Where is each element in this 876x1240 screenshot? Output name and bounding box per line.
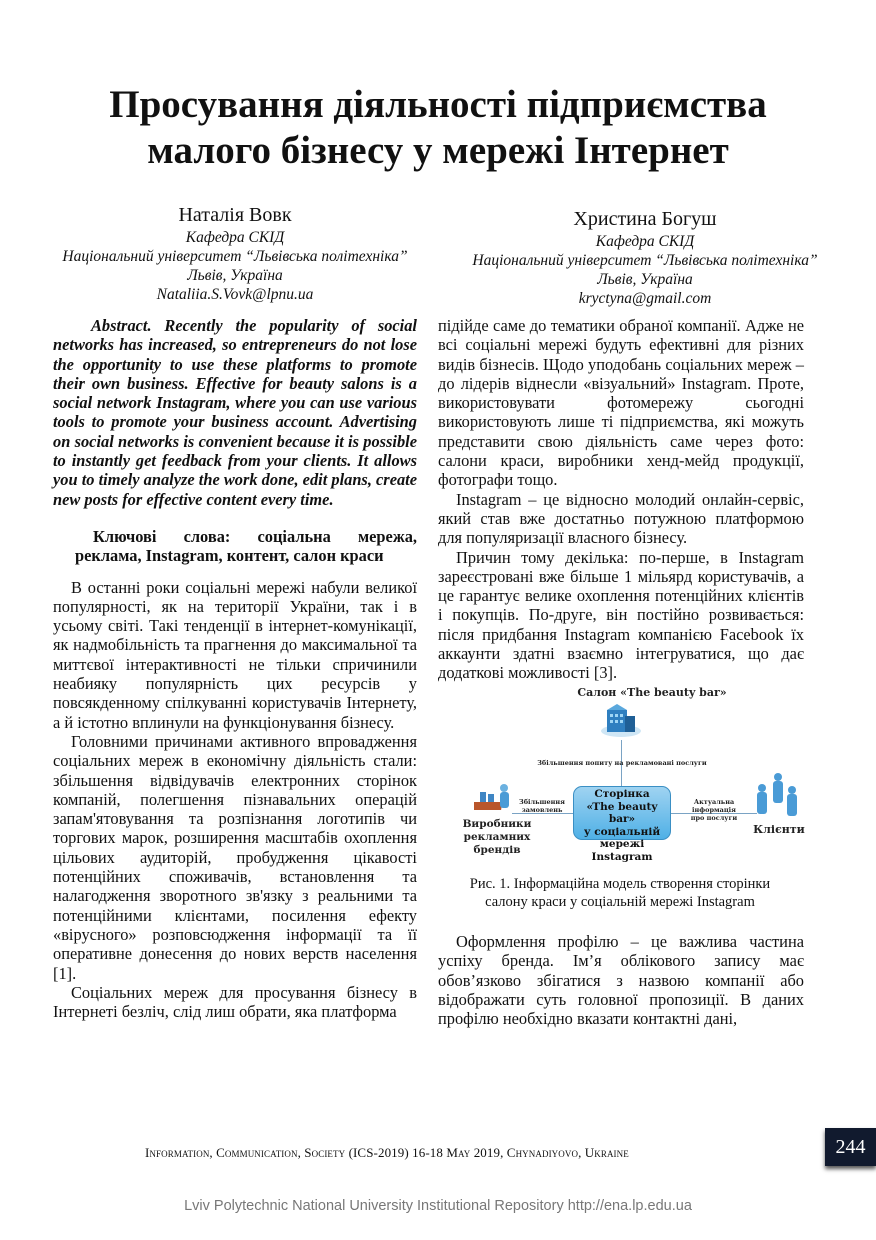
factory-worker-icon	[474, 782, 514, 818]
box-line: у соціальній	[583, 825, 661, 838]
abstract-text: Abstract. Recently the popularity of social networks has increased, so entrepreneurs do not lose the opportunity to use these platforms to promote their own business. Effective for beauty salons is a social network Instagram, where you can use various tools to promote your business account. Advertising on social networks is convenient because it is possible to instantly get feedback from your clients. It allows you to timely analyze the work done, edit plans, create new posts for effective content every time.	[53, 316, 417, 509]
paragraph: В останні роки соціальні мережі набули великої популярності, як на території України, так і в усьому світі. Такі тенденції в інтернет-комунікації, як надмобільність та прагнення до максимальної та миттєвої інтерактивності не тільки спричинили неабияку популярність цих ресурсів у повсякденному спілкуванні користувачів Інтернету, а й істотно вплинули на функціонування бізнесу.	[53, 577, 417, 732]
right-column	[438, 316, 804, 683]
author-city: Львів, Україна	[597, 271, 693, 288]
author-dept: Кафедра СКІД	[185, 229, 285, 246]
title-line-1: Просування діяльності підприємства	[109, 83, 767, 126]
author-university: Національний університет “Львівська політехніка”	[62, 248, 408, 265]
page-number: 244	[825, 1128, 876, 1166]
author-name: Христина Богуш	[573, 208, 717, 230]
author-city: Львів, Україна	[187, 267, 283, 284]
repository-watermark: Lviv Polytechnic National University Institutional Repository http://ena.lp.edu.ua	[184, 1198, 692, 1214]
producers-label	[462, 818, 532, 857]
page-title	[40, 82, 836, 174]
footer	[145, 1145, 629, 1161]
salon-label: Салон «The beauty bar»	[577, 686, 727, 699]
clients-label: Клієнти	[753, 823, 805, 836]
author-email[interactable]: Nataliia.S.Vovk@lpnu.ua	[156, 286, 314, 303]
info-label	[672, 798, 756, 822]
instagram-page-box	[573, 786, 671, 863]
orders-label	[514, 798, 570, 814]
author-2	[460, 206, 830, 308]
title-line-2: малого бізнесу у мережі Інтернет	[147, 129, 729, 172]
building-icon	[599, 700, 643, 738]
info-line: про послуги	[690, 814, 738, 822]
producers-line: брендів	[473, 844, 521, 856]
paragraph: Головними причинами активного впровадження соціальних мереж в економічну діяльність стали: збільшення відвідувачів електронних сторінок компаній, полегшення пізнавальних операцій запам'ятовування та розпізнання логотипів чи торгових марок, розширення масштабів охоплення цільових аудиторій, пробудження цікавості потенційних споживачів, встановлення та налагодження зворотного зв'язку з реальними та потенційними клієнтами, посилення ефекту «вірусного» розповсюдження інформації та її оперативне донесення до нових верств населення [1].	[53, 731, 417, 983]
box-line: «The beauty bar»	[586, 800, 658, 825]
info-line: Актуальна інформація	[692, 798, 736, 814]
figure-1	[462, 686, 832, 861]
author-email[interactable]: kryctyna@gmail.com	[578, 290, 712, 307]
clients-icon	[754, 772, 802, 822]
producers-line: Виробники	[462, 818, 532, 830]
right-column-after-figure	[438, 932, 804, 1028]
author-dept: Кафедра СКІД	[595, 233, 695, 250]
left-column	[53, 316, 417, 1021]
author-1	[60, 202, 410, 304]
orders-line: Збільшення	[519, 798, 565, 806]
abstract	[53, 316, 417, 509]
footer-text: Information, Communication, Society (ICS-2019) 16-18 May 2019, Chynadiyovo, Ukraine	[145, 1145, 629, 1160]
paragraph: Оформлення профілю – це важлива частина успіху бренда. Ім’я облікового запису має обов’язково збігатися з назвою компанії або відображати суть головної пропозиції. В даних профілю необхідно вказати контактні дані,	[438, 932, 804, 1029]
box-line: мережі Instagram	[591, 838, 653, 863]
author-university: Національний університет “Львівська політехніка”	[472, 252, 818, 269]
paragraph: Соціальних мереж для просування бізнесу в Інтернеті безліч, слід лиш обрати, яка платформа	[53, 982, 417, 1022]
keywords: Ключові слова: соціальна мережа, реклама, Instagram, контент, салон краси	[75, 526, 417, 566]
demand-label: Збільшення попиту на рекламовані послуги	[537, 759, 707, 767]
box-line: Сторінка	[594, 788, 650, 800]
author-name: Наталія Вовк	[178, 204, 292, 226]
figure-caption: Рис. 1. Інформаційна модель створення сторінки салону краси у соціальній мережі Instagram	[469, 876, 771, 910]
producers-line: рекламних	[463, 831, 531, 843]
paragraph: підійде саме до тематики обраної компанії. Адже не всі соціальні мережі будуть ефективні для різних видів бізнесів. Щодо уподобань соціальних мереж – до лідерів віднесли «візуальний» Instagram. Проте, використовувати фотомережу сьогодні використовують лише ті підприємства, які можуть представити свою діяльність саме через фото: салони краси, виробники хенд-мейд продукції, фотографи тощо.	[438, 316, 804, 490]
orders-line: замовлень	[521, 806, 563, 814]
paragraph: Instagram – це відносно молодий онлайн-сервіс, який став вже достатньо потужною платформою для популяризації власного бізнесу.	[438, 489, 804, 548]
paragraph: Причин тому декілька: по-перше, в Instagram зареєстровані вже більше 1 мільярд користувачів, а це гарантує велике охоплення потенційних клієнтів і покупців. По-друге, він постійно розвивається: після придбання Instagram компанією Facebook їх аккаунти здатні взаємно інтегруватися, що дає додаткові можливості [3].	[438, 547, 804, 683]
